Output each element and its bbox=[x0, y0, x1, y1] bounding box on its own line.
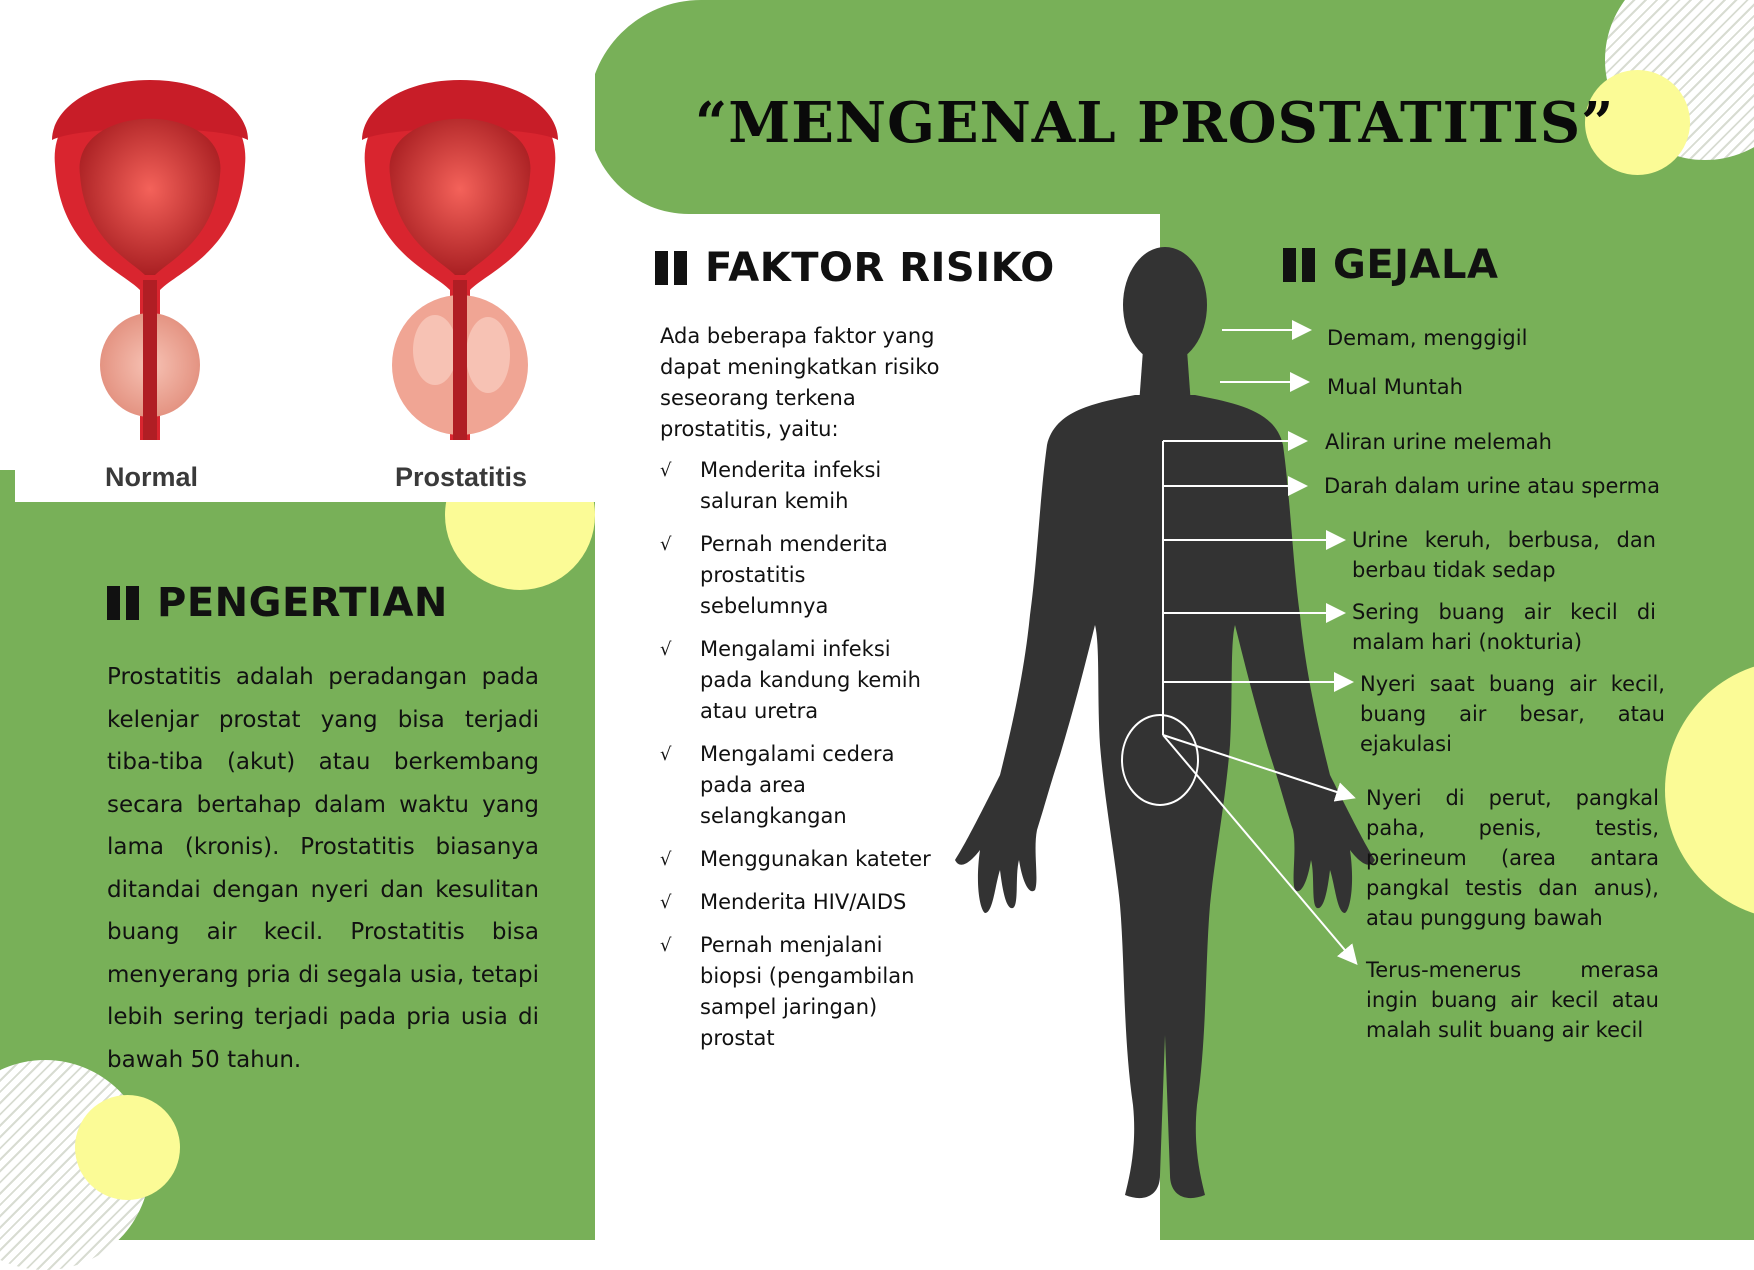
symptom-item: Darah dalam urine atau sperma bbox=[1324, 474, 1660, 498]
faktor-risiko-list bbox=[660, 455, 940, 1066]
symptom-item: Terus-menerus merasa ingin buang air kecil atau malah sulit buang air kecil bbox=[1366, 958, 1659, 1042]
bladder-diagram bbox=[15, 0, 595, 502]
symptom-item: Aliran urine melemah bbox=[1325, 430, 1552, 454]
human-silhouette bbox=[955, 245, 1375, 1215]
check-icon: √ bbox=[660, 744, 672, 765]
faktor-risiko-intro: Ada beberapa faktor yang dapat meningkatkan risiko seseorang terkena prostatitis, yaitu: bbox=[660, 324, 940, 441]
pengertian-heading-text: PENGERTIAN bbox=[157, 580, 448, 626]
pengertian-body: Prostatitis adalah peradangan pada kelenjar prostat yang bisa terjadi tiba-tiba (akut) atau berkembang secara bertahap dalam waktu yang lama (kronis). Prostatitis biasanya ditandai dengan nyeri dan kesulitan buang air kecil. Prostatitis bisa menyerang pria di segala usia, tetapi lebih sering terjadi pada pria usia di bawah 50 tahun. bbox=[107, 664, 539, 1073]
heading-bars-icon bbox=[655, 251, 687, 285]
pengertian-heading bbox=[107, 580, 448, 626]
symptom-item: Nyeri di perut, pangkal paha, penis, testis, perineum (area antara pangkal testis dan anus), atau punggung bawah bbox=[1366, 786, 1659, 930]
symptom-item: Urine keruh, berbusa, dan berbau tidak sedap bbox=[1352, 528, 1656, 582]
prostate-illustration bbox=[15, 0, 595, 502]
symptom-item: Mual Muntah bbox=[1327, 375, 1463, 399]
list-item: √ Menderita HIV/AIDS bbox=[660, 887, 940, 918]
faktor-risiko-heading-text: FAKTOR RISIKO bbox=[705, 245, 1055, 291]
list-item: √ Menggunakan kateter bbox=[660, 844, 940, 875]
prostatitis-bladder bbox=[362, 80, 558, 440]
yellow-circle-bottom-left bbox=[75, 1095, 180, 1200]
list-item: √ Mengalami cedera pada area selangkangan bbox=[660, 739, 940, 832]
check-icon: √ bbox=[660, 639, 672, 660]
check-icon: √ bbox=[660, 460, 672, 481]
gejala-heading-text: GEJALA bbox=[1333, 242, 1499, 288]
list-item: √ Pernah menjalani biopsi (pengambilan sampel jaringan) prostat bbox=[660, 930, 940, 1054]
page-title: “MENGENAL PROSTATITIS” bbox=[695, 90, 1615, 156]
heading-bars-icon bbox=[1283, 248, 1315, 282]
symptom-item: Sering buang air kecil di malam hari (nokturia) bbox=[1352, 600, 1656, 654]
list-item: √ Mengalami infeksi pada kandung kemih atau uretra bbox=[660, 634, 940, 727]
check-icon: √ bbox=[660, 892, 672, 913]
normal-bladder bbox=[52, 80, 248, 440]
gejala-heading bbox=[1283, 242, 1498, 288]
symptom-item: Nyeri saat buang air kecil, buang air besar, atau ejakulasi bbox=[1360, 672, 1665, 756]
prostatitis-label: Prostatitis bbox=[395, 462, 528, 492]
check-icon: √ bbox=[660, 935, 672, 956]
normal-label: Normal bbox=[105, 462, 199, 492]
check-icon: √ bbox=[660, 849, 672, 870]
list-item: √ Menderita infeksi saluran kemih bbox=[660, 455, 940, 517]
list-item: √ Pernah menderita prostatitis sebelumnya bbox=[660, 529, 940, 622]
check-icon: √ bbox=[660, 534, 672, 555]
symptom-item: Demam, menggigil bbox=[1327, 326, 1528, 350]
heading-bars-icon bbox=[107, 586, 139, 620]
